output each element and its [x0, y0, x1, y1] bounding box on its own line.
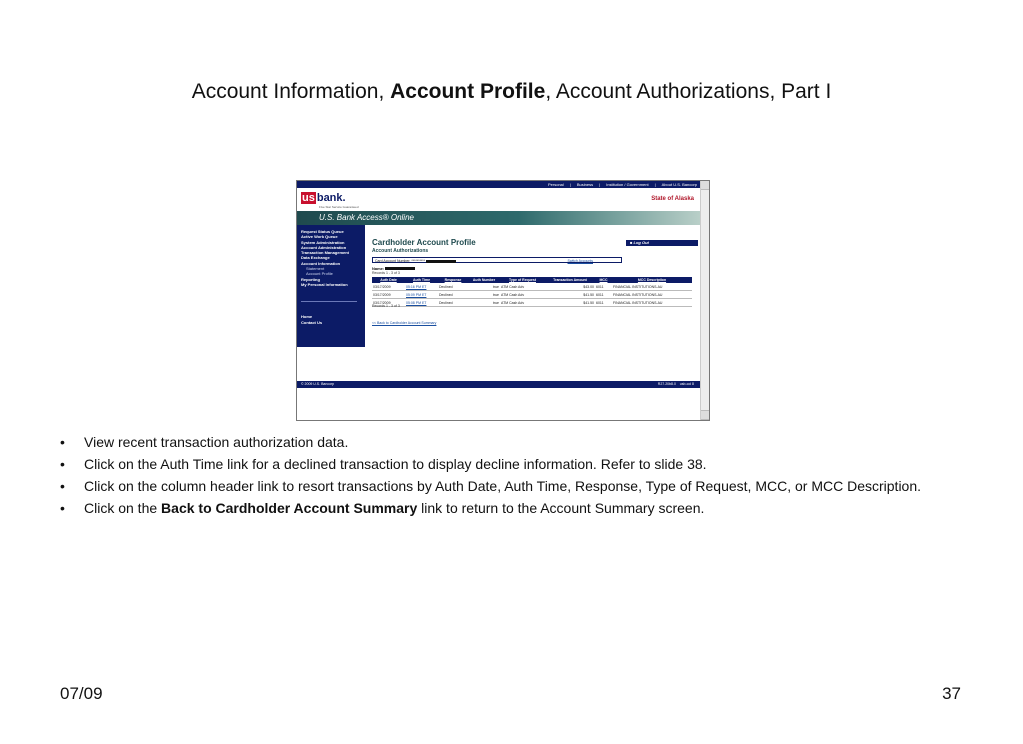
app-footer: [297, 381, 700, 388]
footer-date: 07/09: [60, 684, 103, 703]
bullet-item: • Click on the Back to Cardholder Account Summary link to return to the Account Summary screen.: [60, 500, 705, 516]
embedded-screenshot: [296, 180, 710, 421]
cell-response: Declined: [438, 291, 468, 299]
header-response[interactable]: Response: [438, 277, 468, 283]
sidebar-item-account-information[interactable]: Account Information: [301, 260, 341, 266]
cell-transaction-amount: $43.00: [545, 283, 595, 291]
topnav-personal[interactable]: Personal: [548, 182, 564, 187]
sidebar-item-home[interactable]: Home: [301, 314, 313, 320]
sidebar-divider: [301, 301, 357, 302]
card-label: Card Account Number:: [375, 259, 411, 263]
bullet-item: • View recent transaction authorization data.: [60, 434, 349, 450]
sidebar-item-request-status-queue[interactable]: Request Status Queue: [301, 229, 344, 234]
header-mcc-description[interactable]: MCC Description: [612, 277, 692, 283]
cell-transaction-amount: $41.50: [545, 299, 595, 307]
brand-bar: [297, 188, 700, 211]
cell-auth-number: true: [468, 299, 500, 307]
logout-button[interactable]: ■ Log Out: [626, 240, 698, 246]
build-info: R27.20b8.0 usb-col 8: [657, 382, 694, 386]
redacted-name: [385, 267, 415, 270]
records-count-top: Records 1 - 3 of 3: [372, 271, 400, 275]
table-row: [372, 299, 692, 307]
cell-response: Declined: [438, 299, 468, 307]
cell-auth-date: 03/17/2009: [372, 291, 405, 299]
title-prefix: Account Information,: [191, 80, 391, 103]
instruction-bullets: [60, 432, 960, 520]
cell-response: Declined: [438, 283, 468, 291]
topnav-about[interactable]: About U.S. Bancorp: [661, 182, 697, 187]
sidebar-item-account-profile[interactable]: Account Profile: [306, 271, 333, 277]
header-transaction-amount: Transaction Amount: [545, 277, 595, 283]
bullet-glyph: •: [60, 478, 65, 494]
header-auth-time[interactable]: Auth Time: [405, 277, 438, 283]
bullet-glyph: •: [60, 500, 65, 516]
sidebar-item-active-work-queue[interactable]: Active Work Queue: [301, 234, 338, 240]
bullet-item: • Click on the column header link to resort transactions by Auth Date, Auth Time, Response, Type of Request, MCC, or MCC Description.: [60, 478, 922, 494]
state-label: State of Alaska: [651, 196, 694, 202]
header-mcc[interactable]: MCC: [595, 277, 612, 283]
redacted-card-number: [426, 260, 456, 263]
cell-mcc: 6011: [595, 283, 612, 291]
bullet-item: • Click on the Auth Time link for a declined transaction to display decline information. Refer to slide 38.: [60, 456, 707, 472]
slide-title: [0, 80, 1023, 104]
bullet-glyph: •: [60, 456, 65, 472]
logo-tagline: Five Star Service Guaranteed: [319, 205, 359, 209]
sidebar-item-transaction-management[interactable]: Transaction Management: [301, 250, 350, 256]
bullet-glyph: •: [60, 434, 65, 450]
topnav-business[interactable]: Business: [576, 182, 594, 187]
cell-transaction-amount: $41.50: [545, 291, 595, 299]
cell-auth-number: true: [468, 291, 500, 299]
auth-time-link[interactable]: 05:08 PM ET: [405, 299, 438, 307]
table-row: [372, 283, 692, 291]
topnav-separator: |: [599, 182, 601, 187]
copyright: © 2009 U.S. Bancorp: [301, 382, 335, 386]
topnav-separator: |: [654, 182, 656, 187]
switch-accounts-link[interactable]: Switch Accounts: [567, 259, 593, 263]
records-count-bottom: Records 1 - 3 of 3: [372, 304, 400, 308]
main-content: [370, 225, 700, 375]
header-auth-date[interactable]: Auth Date: [372, 277, 405, 283]
app-banner: U.S. Bank Access® Online: [297, 211, 700, 225]
cell-type-of-request: ATM Cash Adv: [500, 291, 545, 299]
sidebar-item-data-exchange[interactable]: Data Exchange: [301, 255, 330, 261]
auth-time-link[interactable]: 05:16 PM ET: [405, 283, 438, 291]
cell-auth-number: true: [468, 283, 500, 291]
sidebar-item-statement[interactable]: Statement: [306, 266, 325, 272]
topnav-separator: |: [569, 182, 571, 187]
cell-auth-date: 03/17/2009: [372, 283, 405, 291]
sidebar-item-system-administration[interactable]: System Administration: [301, 239, 345, 245]
top-navigation: [297, 181, 700, 188]
sidebar-item-account-administration[interactable]: Account Administration: [301, 244, 347, 250]
card-number-prefix: **********: [411, 259, 426, 263]
cell-mcc: 6011: [595, 291, 612, 299]
name-label: Name:: [372, 266, 385, 271]
title-bold: Account Profile: [390, 80, 546, 103]
sidebar-item-contact-us[interactable]: Contact Us: [301, 319, 323, 325]
back-to-summary-link[interactable]: << Back to Cardholder Account Summary: [372, 321, 437, 325]
title-suffix: , Account Authorizations, Part I: [545, 80, 832, 103]
page-title: Cardholder Account Profile: [372, 238, 476, 247]
cell-mcc: 6011: [595, 299, 612, 307]
sidebar-item-reporting[interactable]: Reporting: [301, 276, 320, 282]
cell-auth-date: 03/17/2009: [372, 299, 405, 307]
page-subtitle: Account Authorizations: [372, 248, 429, 254]
card-account-box: [372, 257, 622, 263]
auth-time-link[interactable]: 05:09 PM ET: [405, 291, 438, 299]
page-number: 37: [942, 684, 961, 703]
scroll-up-icon[interactable]: [701, 181, 709, 190]
header-auth-number: Auth Number: [468, 277, 500, 283]
cell-type-of-request: ATM Cash Adv: [500, 299, 545, 307]
cell-mcc-description: FINANCIAL INSTITUTIONS-AU: [612, 291, 692, 299]
sidebar-item-my-personal-information[interactable]: My Personal Information: [301, 281, 348, 287]
authorizations-table: [372, 277, 692, 307]
table-row: [372, 291, 692, 299]
cell-type-of-request: ATM Cash Adv: [500, 283, 545, 291]
sidebar: [297, 225, 365, 347]
cell-mcc-description: FINANCIAL INSTITUTIONS-AU: [612, 283, 692, 291]
usbank-logo[interactable]: us bank.: [302, 192, 346, 204]
cell-mcc-description: FINANCIAL INSTITUTIONS-AU: [612, 299, 692, 307]
header-type-of-request[interactable]: Type of Request: [500, 277, 545, 283]
vertical-scrollbar[interactable]: [700, 181, 709, 420]
scroll-down-icon[interactable]: [701, 410, 709, 420]
topnav-institution[interactable]: Institution / Government: [606, 182, 649, 187]
